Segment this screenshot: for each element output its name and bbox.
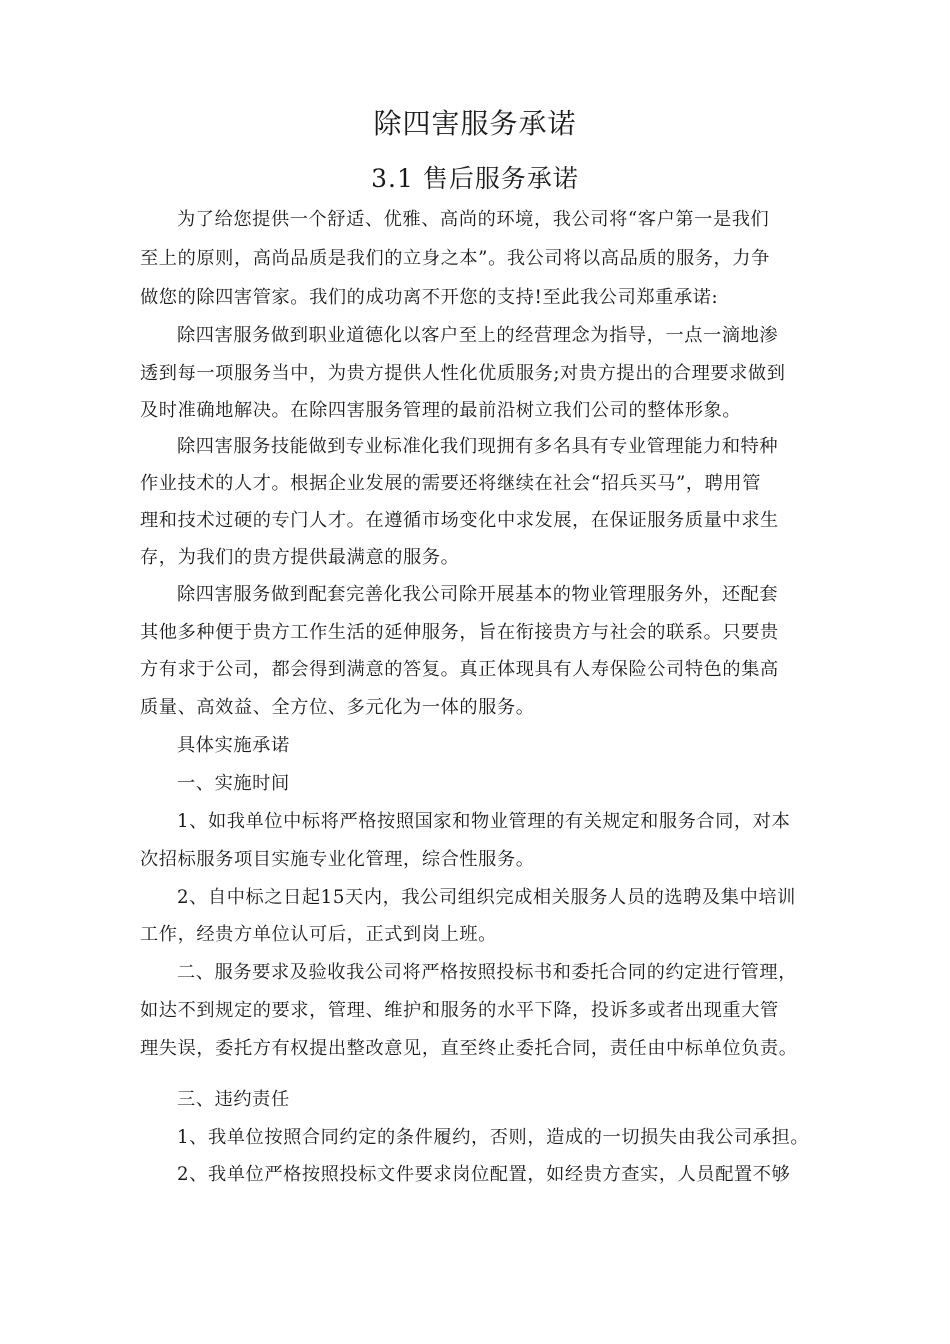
paragraph-line: 理失误，委托方有权提出整改意见，直至终止委托合同，责任由中标单位负责。 [140, 1038, 798, 1059]
section-label: 一、实施时间 [177, 773, 290, 794]
paragraph-line: 理和技术过硬的专门人才。在遵循市场变化中求发展，在保证服务质量中求生 [140, 510, 779, 531]
paragraph-line: 方有求于公司，都会得到满意的答复。真正体现具有人寿保险公司特色的集高 [140, 659, 779, 680]
paragraph-line: 除四害服务做到配套完善化我公司除开展基本的物业管理服务外，还配套 [177, 584, 779, 605]
paragraph-line: 二、服务要求及验收我公司将严格按照投标书和委托合同的约定进行管理， [177, 962, 797, 983]
paragraph-line: 质量、高效益、全方位、多元化为一体的服务。 [140, 697, 535, 718]
section-label: 具体实施承诺 [177, 735, 290, 756]
paragraph-line: 如达不到规定的要求，管理、维护和服务的水平下降，投诉多或者出现重大管 [140, 1000, 779, 1021]
paragraph-line: 次招标服务项目实施专业化管理，综合性服务。 [140, 849, 535, 870]
paragraph-line: 透到每一项服务当中，为贵方提供人性化优质服务;对贵方提出的合理要求做到 [140, 363, 786, 384]
section-heading: 3.1 售后服务承诺 [371, 164, 579, 193]
paragraph-line: 除四害服务做到职业道德化以客户至上的经营理念为指导，一点一滴地渗 [177, 325, 779, 346]
paragraph-line: 做您的除四害管家。我们的成功离不开您的支持!至此我公司郑重承诺: [140, 287, 719, 308]
section-label: 三、违约责任 [177, 1089, 290, 1110]
paragraph-line: 存，为我们的贵方提供最满意的服务。 [140, 547, 460, 568]
paragraph-line: 1、如我单位中标将严格按照国家和物业管理的有关规定和服务合同，对本 [177, 811, 791, 832]
paragraph-line: 其他多种便于贵方工作生活的延伸服务，旨在衔接贵方与社会的联系。只要贵 [140, 622, 779, 643]
paragraph-line: 作业技术的人才。根据企业发展的需要还将继续在社会“招兵买马”，聘用管 [140, 473, 761, 494]
document-title: 除四害服务承诺 [373, 107, 577, 140]
paragraph-line: 至上的原则，高尚品质是我们的立身之本”。我公司将以高品质的服务，力争 [140, 248, 770, 269]
paragraph-line: 2、我单位严格按照投标文件要求岗位配置，如经贵方查实，人员配置不够 [177, 1164, 791, 1185]
paragraph-line: 及时准确地解决。在除四害服务管理的最前沿树立我们公司的整体形象。 [140, 400, 742, 421]
paragraph-line: 2、自中标之日起15天内，我公司组织完成相关服务人员的选聘及集中培训 [177, 887, 796, 908]
paragraph-line: 1、我单位按照合同约定的条件履约，否则，造成的一切损失由我公司承担。 [177, 1127, 810, 1148]
paragraph-line: 工作，经贵方单位认可后，正式到岗上班。 [140, 924, 497, 945]
paragraph-line: 除四害服务技能做到专业标准化我们现拥有多名具有专业管理能力和特种 [177, 436, 779, 457]
paragraph-line: 为了给您提供一个舒适、优雅、高尚的环境，我公司将“客户第一是我们 [177, 209, 770, 230]
